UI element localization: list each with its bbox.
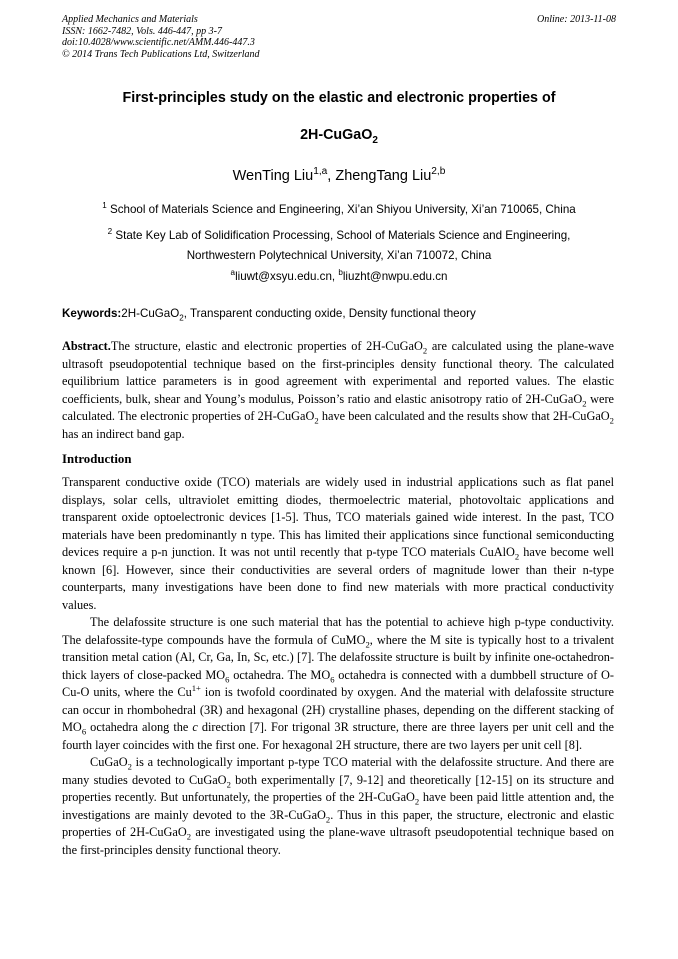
author-2-marks: 2,b [431,166,446,178]
email-b: liuzht@nwpu.edu.cn [342,270,448,283]
author-list [62,168,616,184]
abstract-text: are calculated using the plane-wave ultrasoft pseudopotential technique based on the first-principles density functional theory. The calculated equilibrium lattice parameters is in good agreement with experimental and reported values. The elastic coefficients, bulk, shear and Young’s modulus, Poisson’s ratio and elastic anisotropy ratio of 2H-CuGaO [62,339,614,406]
affiliation-1-number: 1 [102,201,107,211]
email-a-mark: a [230,268,236,278]
abstract-label: Abstract. [62,339,111,353]
intro-text: octahedra is connected with a dumbbell structure of O-Cu-O units, where the Cu [62,667,615,699]
subscript: 2 [414,796,420,807]
abstract-text: The structure, elastic and electronic properties of 2H-CuGaO [110,339,423,353]
intro-paragraph-3 [62,754,614,859]
intro-text: direction [7]. For trigonal 3R structure, there are three layers per unit cell and the fourth layer coincides with the first one. For hexagonal 2H structure, there are two layers per unit cell [8]. [62,720,614,752]
author-2-name: ZhengTang Liu [335,168,432,184]
introduction-body [62,474,614,859]
intro-text: octahedra along the [86,720,193,734]
doi-line: doi:10.4028/www.scientific.net/AMM.446-447.3 [62,37,255,48]
keywords-label: Keywords: [62,307,122,320]
author-1-marks: 1,a [313,166,328,178]
subscript: 6 [81,726,87,737]
email-a: liuwt@xsyu.edu.cn, [235,270,339,283]
affiliation-2-text-1: State Key Lab of Solidification Processing, School of Materials Science and Engineering, [112,229,571,242]
subscript: 2 [422,345,428,356]
intro-text: are investigated using the plane-wave ultrasoft pseudopotential technique based on the first-principles density functional theory. [62,825,614,857]
intro-text: have been paid little attention and, the investigations are mainly devoted to the 3R-CuGaO [62,790,614,822]
keyword-1-subscript: 2 [179,313,184,323]
author-emails [62,267,616,287]
intro-text: ion is twofold coordinated by oxygen. And the material with delafossite structure can occur in rhombohedral (3R) and hexagonal (2H) crystalline phases, depending on the different stacking of MO [62,685,615,734]
affiliation-1 [62,200,616,220]
intro-text: octahedra. The MO [229,667,331,682]
paper-title-line2 [62,127,616,146]
intro-text: is a technologically important p-type TCO material with the delafossite structure. And there are many studies devoted to CuGaO [62,755,614,787]
author-1-name: WenTing Liu [232,168,314,184]
abstract-text: have been calculated and the results show that 2H-CuGaO [318,409,610,423]
intro-text: , where the M site is typically host to a trivalent transition metal cation (Al, Cr, Ga, In, Sc, etc.) [7]. The delafossite structure is built by infinite one-octahedron-thick layers of close-packed MO [62,632,614,682]
subscript: 2 [127,761,132,772]
journal-name: Applied Mechanics and Materials [62,14,198,25]
subscript: 2 [582,397,587,408]
title-formula: 2H-CuGaO [300,127,373,143]
subscript: 2 [365,638,370,649]
keywords-line [62,307,616,323]
intro-text: The delafossite structure is one such material that has the potential to achieve high p-type conductivity. The delafossite-type compounds have the formula of CuMO [62,615,614,647]
subscript: 6 [330,673,335,684]
copyright-line: © 2014 Trans Tech Publications Ltd, Switzerland [62,48,260,60]
intro-text: both experimentally [7, 9-12] and theoretically [12-15] on its structure and properties recently. But unfortunately, the properties of the 2H-CuGaO [62,772,614,804]
affiliation-2-number: 2 [107,227,113,237]
keyword-1: 2H-CuGaO [121,307,180,320]
affiliation-1-text: School of Materials Science and Engineering, Xi’an Shiyou University, Xi’an 710065, China [106,203,576,216]
title-subscript: 2 [372,134,378,146]
subscript: 2 [314,415,319,426]
subscript: 2 [226,778,231,789]
issn-line: ISSN: 1662-7482, Vols. 446-447, pp 3-7 [62,25,222,37]
affiliation-2 [62,226,616,266]
journal-header [62,14,260,60]
abstract-text: were calculated. The electronic properties of 2H-CuGaO [62,391,614,423]
intro-text: have become well known [6]. However, since their conductivities are several orders of magnitude lower than their n-type counterparts, many investigations have been done to find new materials with more practical conductivity values. [62,545,614,612]
subscript: 2 [514,551,520,562]
subscript: 2 [325,813,331,824]
subscript: 2 [609,415,614,426]
introduction-heading: Introduction [62,452,132,466]
superscript: 1+ [191,682,201,693]
paper-title-line1: First-principles study on the elastic and electronic properties of [122,90,556,106]
affiliation-2-line2: Northwestern Polytechnical University, Xi’an 710072, China [186,249,492,262]
intro-paragraph-1 [62,474,614,614]
online-date: Online: 2013-11-08 [537,14,616,25]
intro-text: CuGaO [90,755,128,769]
abstract-text: has an indirect band gap. [62,426,185,441]
subscript: 6 [225,673,230,684]
intro-paragraph-2 [62,614,614,754]
abstract [62,338,614,443]
keywords-rest: , Transparent conducting oxide, Density functional theory [183,307,476,320]
author-separator: , [327,168,336,184]
italic-c: c [192,720,198,734]
intro-text: Transparent conductive oxide (TCO) materials are widely used in industrial applications such as flat panel displays, solar cells, ultraviolet emitting diodes, thermoelectric material, photovoltaic applications and transparent oxide optoelectronic devices [1-5]. Thus, TCO materials gained wide interest. In the past, TCO materials have been predominantly n type. This has limited their applications since functional semiconducting devices require a p-n junction. It was not until recently that p-type TCO materials CuAlO [62,475,614,559]
subscript: 2 [186,831,192,842]
email-b-mark: b [338,268,343,278]
affiliation-2-line1 [62,226,616,246]
intro-text: . Thus in this paper, the structure, electronic and elastic properties of 2H-CuGaO [62,807,614,839]
